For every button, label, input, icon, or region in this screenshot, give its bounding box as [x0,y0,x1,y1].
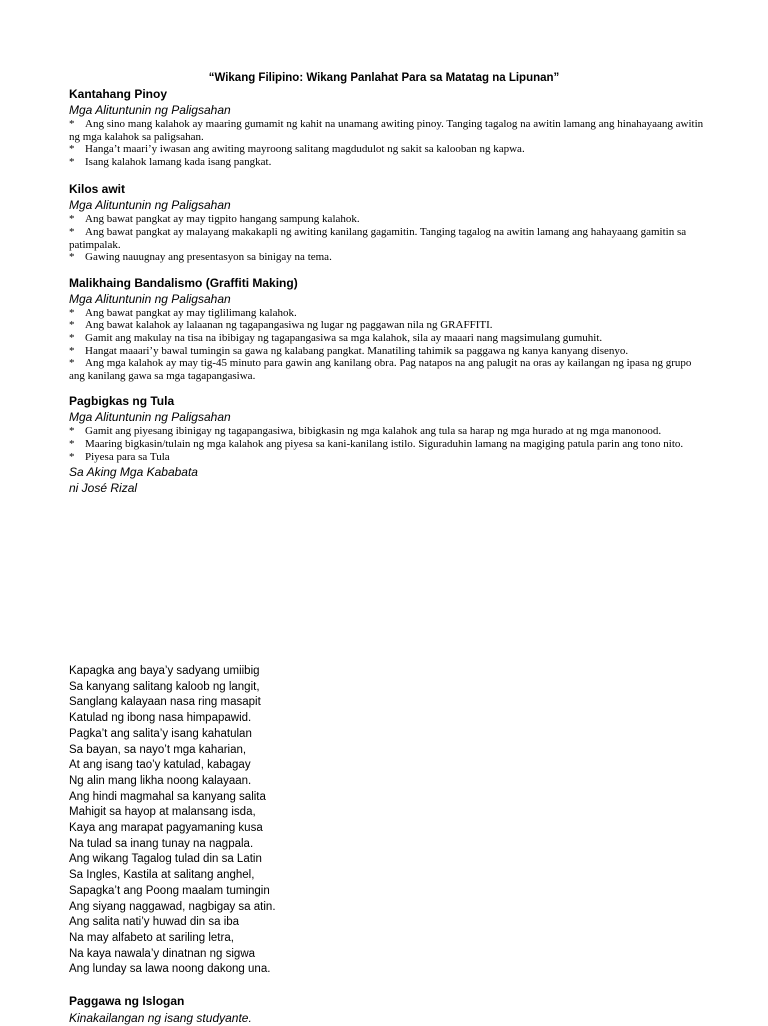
poem-line: Katulad ng ibong nasa himpapawid. [69,712,252,725]
poem-line: Ang salita nati’y huwad din sa iba [69,916,240,929]
section-heading: Pagbigkas ng Tula [69,394,175,409]
asterisk-bullet: * [69,331,75,344]
section-heading: Malikhaing Bandalismo (Graffiti Making) [69,275,298,290]
rules-list [69,425,709,463]
rule-item [69,319,709,332]
poem-line: Sa kanyang salitang kaloob ng langit, [69,680,260,693]
section-subheading: Mga Alituntunin ng Paligsahan [69,198,231,213]
rule-item [69,251,709,264]
rule-text: Maaring bigkasin/tulain ng mga kalahok ang piyesa sa kani-kanilang istilo. Siguraduhin lamang na magiging patula parin ang tono nito. [85,437,684,450]
section-heading: Kilos awit [69,182,126,197]
poem-line: Ang hindi magmahal sa kanyang salita [69,790,266,803]
poem-line: Sa Ingles, Kastila at salitang anghel, [69,869,255,882]
asterisk-bullet: * [69,437,75,450]
rule-text: Ang bawat kalahok ay lalaanan ng tagapangasiwa ng lugar ng paggawan nila ng GRAFFITI. [85,319,493,332]
rule-text: Piyesa para sa Tula [85,450,170,463]
rules-list [69,213,709,263]
poem-body [69,664,669,978]
poem-line: Sapagka’t ang Poong maalam tumingin [69,884,270,897]
poem-author: ni José Rizal [69,481,138,496]
rule-item [69,213,709,226]
asterisk-bullet: * [69,344,75,357]
section-spacer [69,382,709,394]
asterisk-bullet: * [69,213,75,226]
section-subheading: Kinakailangan ng isang studyante. [69,1011,252,1025]
poem-title: Sa Aking Mga Kababata [69,465,198,480]
section-heading: Paggawa ng Islogan [69,994,185,1008]
section-subheading: Mga Alituntunin ng Paligsahan [69,103,231,117]
rule-item [69,357,709,382]
rule-text: Ang bawat pangkat ay may tiglilimang kalahok. [85,306,297,319]
rule-text: Ang mga kalahok ay may tig-45 minuto para gawin ang kanilang obra. Pag natapos na ang palugit na oras ay kailangan ng ipasa ng grupo ang kanilang gawa sa mga tagapangasiwa. [69,357,692,382]
rule-text: Hangat maaari’y bawal tumingin sa gawa ng kalabang pangkat. Manatiling tahimik sa paggawa ng kanya kanyang disenyo. [85,344,629,357]
poem-line: Sanglang kalayaan nasa ring masapit [69,696,261,709]
rule-text: Ang bawat pangkat ay may tigpito hangang sampung kalahok. [85,213,360,226]
poem-line: Na kaya nawala’y dinatnan ng sigwa [69,947,256,960]
poem-line: Kaya ang marapat pagyamaning kusa [69,822,263,835]
rule-item [69,425,709,438]
rule-item [69,451,709,464]
section-malikhaing-bandalismo [69,276,709,383]
section-subheading: Mga Alituntunin ng Paligsahan [69,291,231,306]
asterisk-bullet: * [69,143,75,156]
section-kilos-awit [69,182,709,263]
rule-item [69,345,709,358]
poem-line: At ang isang tao’y katulad, kabagay [69,759,251,772]
rule-text: Ang bawat pangkat ay malayang makakapli ng awiting kanilang gagamitin. Tanging tagalog na awitin lamang ang hahayaang gamitin sa patimpalak. [69,225,687,251]
rule-item [69,156,709,169]
asterisk-bullet: * [69,251,75,264]
section-paggawa-ng-islogan [69,994,669,1026]
section-spacer [69,264,709,276]
section-pagbigkas-ng-tula [69,394,709,496]
rule-item [69,118,709,143]
rule-text: Gamit ang makulay na tisa na ibibigay ng tagapangasiwa sa mga kalahok, sila ay maaari nang magsimulang gumuhit. [85,331,603,344]
asterisk-bullet: * [69,450,75,463]
section-heading: Kantahang Pinoy [69,87,168,101]
poem-line: Mahigit sa hayop at malansang isda, [69,806,256,819]
asterisk-bullet: * [69,319,75,332]
asterisk-bullet: * [69,357,75,370]
rule-text: Isang kalahok lamang kada isang pangkat. [85,155,272,168]
poem-line: Sa bayan, sa nayo’t mga kaharian, [69,743,247,756]
section-spacer [69,168,709,182]
rule-item [69,332,709,345]
asterisk-bullet: * [69,118,75,130]
section-subheading: Mga Alituntunin ng Paligsahan [69,410,231,425]
rule-text: Hanga’t maari’y iwasan ang awiting mayroong salitang magdudulot ng sakit sa kalooban ng kapwa. [85,143,525,156]
poem-line: Ang siyang naggawad, nagbigay sa atin. [69,900,276,913]
rule-item [69,143,709,156]
poem-line: Kapagka ang baya’y sadyang umiibig [69,665,260,677]
rule-item [69,307,709,320]
rule-text: Gamit ang piyesang ibinigay ng tagapangasiwa, bibigkasin ng mga kalahok ang tula sa harap ng mga hurado at ng mga manonood. [85,425,662,438]
rules-list [69,307,709,383]
asterisk-bullet: * [69,155,75,168]
poem-line: Pagka’t ang salita’y isang kahatulan [69,727,252,740]
rule-item [69,438,709,451]
poem-line: Ng alin mang likha noong kalayaan. [69,774,252,787]
asterisk-bullet: * [69,306,75,319]
poem-line: Ang wikang Tagalog tulad din sa Latin [69,853,262,866]
poem-line: Na may alfabeto at sariling letra, [69,931,234,944]
poem-line: Ang lunday sa lawa noong dakong una. [69,963,271,976]
poem-line: Na tulad sa inang tunay na nagpala. [69,837,254,850]
document-content [69,87,709,496]
rules-list [69,118,709,168]
asterisk-bullet: * [69,425,75,438]
section-kantahang-pinoy [69,87,709,168]
rule-text: Ang sino mang kalahok ay maaring gumamit ng kahit na unamang awiting pinoy. Tanging tagalog na awitin lamang ang hinahayaang awitin ng mga kalahok sa paligsahan. [69,118,704,143]
rule-item [69,226,709,251]
document-title: “Wikang Filipino: Wikang Panlahat Para sa Matatag na Lipunan” [208,72,560,84]
rule-text: Gawing nauugnay ang presentasyon sa binigay na tema. [85,251,332,264]
asterisk-bullet: * [69,225,75,238]
